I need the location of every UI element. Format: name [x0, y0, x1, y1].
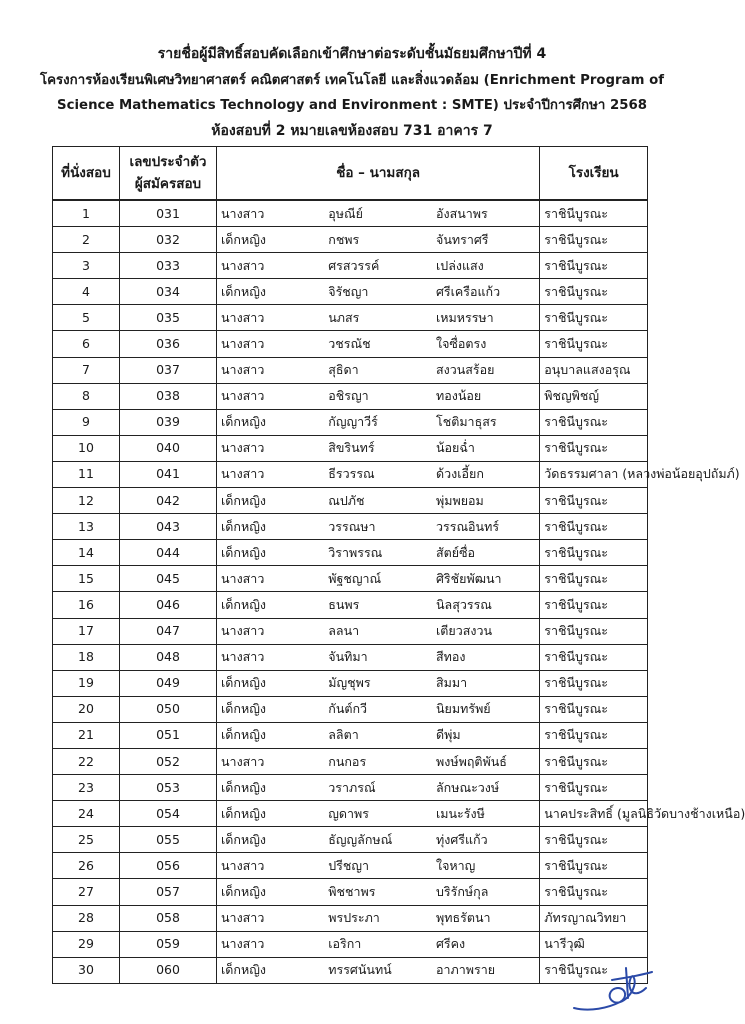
name-title-cell: เด็กหญิง	[217, 488, 325, 514]
candidate-number-cell: 046	[120, 592, 217, 618]
name-title-cell: นางสาว	[217, 853, 325, 879]
candidate-number-cell: 041	[120, 461, 217, 487]
name-title-cell: นางสาว	[217, 201, 325, 227]
last-name-cell: อังสนาพร	[432, 201, 540, 227]
last-name-cell: ทุ่งศรีแก้ว	[432, 827, 540, 853]
school-cell: ราชินีบูรณะ	[540, 957, 648, 983]
last-name-cell: เหมหรรษา	[432, 305, 540, 331]
table-row	[53, 957, 648, 983]
last-name-cell: ทองน้อย	[432, 383, 540, 409]
school-cell: ราชินีบูรณะ	[540, 592, 648, 618]
seat-cell: 10	[53, 435, 120, 461]
candidate-number-cell: 045	[120, 566, 217, 592]
candidate-number-cell: 060	[120, 957, 217, 983]
school-cell: ราชินีบูรณะ	[540, 618, 648, 644]
seat-cell: 27	[53, 879, 120, 905]
first-name-cell: ณปภัช	[324, 488, 432, 514]
candidate-number-cell: 033	[120, 253, 217, 279]
seat-cell: 11	[53, 461, 120, 487]
name-title-cell: นางสาว	[217, 618, 325, 644]
school-cell: ราชินีบูรณะ	[540, 409, 648, 435]
name-title-cell: เด็กหญิง	[217, 722, 325, 748]
candidate-number-cell: 051	[120, 722, 217, 748]
candidate-number-cell: 053	[120, 775, 217, 801]
table-row	[53, 696, 648, 722]
first-name-cell: กชพร	[324, 227, 432, 253]
table-row	[53, 905, 648, 931]
candidate-number-cell: 040	[120, 435, 217, 461]
last-name-cell: น้อยฉ่ำ	[432, 435, 540, 461]
seat-cell: 12	[53, 488, 120, 514]
exam-room-info: ห้องสอบที่ 2 หมายเลขห้องสอบ 731 อาคาร 7	[211, 122, 493, 139]
first-name-cell: ทรรศนันทน์	[324, 957, 432, 983]
name-title-cell: เด็กหญิง	[217, 227, 325, 253]
last-name-cell: โชติมาธุสร	[432, 409, 540, 435]
candidate-number-cell: 057	[120, 879, 217, 905]
first-name-cell: วิราพรรณ	[324, 540, 432, 566]
school-cell: ราชินีบูรณะ	[540, 253, 648, 279]
first-name-cell: พัฐชญาณ์	[324, 566, 432, 592]
candidate-number-cell: 050	[120, 696, 217, 722]
seat-cell: 28	[53, 905, 120, 931]
name-title-cell: เด็กหญิง	[217, 801, 325, 827]
first-name-cell: ญดาพร	[324, 801, 432, 827]
first-name-cell: อุษณีย์	[324, 201, 432, 227]
candidate-number-cell: 032	[120, 227, 217, 253]
table-row	[53, 461, 648, 487]
candidate-number-cell: 044	[120, 540, 217, 566]
column-header-number-line1: เลขประจำตัว	[129, 154, 207, 170]
table-row	[53, 592, 648, 618]
table-row	[53, 305, 648, 331]
table-row	[53, 775, 648, 801]
name-title-cell: เด็กหญิง	[217, 279, 325, 305]
candidate-number-cell: 058	[120, 905, 217, 931]
table-row	[53, 540, 648, 566]
table-row	[53, 879, 648, 905]
seat-cell: 3	[53, 253, 120, 279]
name-title-cell: เด็กหญิง	[217, 827, 325, 853]
seat-cell: 8	[53, 383, 120, 409]
school-cell: นารีวุฒิ	[540, 931, 648, 957]
first-name-cell: อชิรญา	[324, 383, 432, 409]
first-name-cell: วราภรณ์	[324, 775, 432, 801]
school-cell: พิชญพิชญ์	[540, 383, 648, 409]
school-cell: ราชินีบูรณะ	[540, 331, 648, 357]
table-row	[53, 279, 648, 305]
table-row	[53, 383, 648, 409]
school-cell: ราชินีบูรณะ	[540, 827, 648, 853]
last-name-cell: เปล่งแสง	[432, 253, 540, 279]
school-cell: ราชินีบูรณะ	[540, 201, 648, 227]
seat-cell: 6	[53, 331, 120, 357]
name-title-cell: นางสาว	[217, 253, 325, 279]
seat-cell: 21	[53, 722, 120, 748]
document-title: รายชื่อผู้มีสิทธิ์สอบคัดเลือกเข้าศึกษาต่อระดับชั้นมัธยมศึกษาปีที่ 4	[157, 46, 547, 62]
first-name-cell: มัญชุพร	[324, 670, 432, 696]
table-row	[53, 488, 648, 514]
candidate-number-cell: 035	[120, 305, 217, 331]
seat-cell: 20	[53, 696, 120, 722]
first-name-cell: กนกอร	[324, 748, 432, 774]
table-row	[53, 435, 648, 461]
last-name-cell: พุทธรัตนา	[432, 905, 540, 931]
last-name-cell: ดีพุ่ม	[432, 722, 540, 748]
seat-cell: 30	[53, 957, 120, 983]
first-name-cell: จิรัชญา	[324, 279, 432, 305]
last-name-cell: นิยมทรัพย์	[432, 696, 540, 722]
first-name-cell: กันต์กวี	[324, 696, 432, 722]
name-title-cell: นางสาว	[217, 331, 325, 357]
school-cell: ราชินีบูรณะ	[540, 227, 648, 253]
table-header-row	[53, 147, 648, 200]
school-cell: ราชินีบูรณะ	[540, 540, 648, 566]
table-row	[53, 931, 648, 957]
school-cell: ราชินีบูรณะ	[540, 279, 648, 305]
first-name-cell: วรรณษา	[324, 514, 432, 540]
table-row	[53, 201, 648, 227]
school-cell: วัดธรรมศาลา (หลวงพ่อน้อยอุปถัมภ์)	[540, 461, 648, 487]
table-row	[53, 722, 648, 748]
school-cell: ราชินีบูรณะ	[540, 305, 648, 331]
candidate-number-cell: 055	[120, 827, 217, 853]
name-title-cell: นางสาว	[217, 305, 325, 331]
candidate-number-cell: 049	[120, 670, 217, 696]
candidate-table	[52, 146, 745, 984]
seat-cell: 23	[53, 775, 120, 801]
school-cell: นาคประสิทธิ์ (มูลนิธิวัดบางช้างเหนือ)	[540, 801, 648, 827]
name-title-cell: นางสาว	[217, 931, 325, 957]
school-cell: ราชินีบูรณะ	[540, 722, 648, 748]
name-title-cell: นางสาว	[217, 357, 325, 383]
seat-cell: 29	[53, 931, 120, 957]
school-cell: อนุบาลแสงอรุณ	[540, 357, 648, 383]
candidate-number-cell: 042	[120, 488, 217, 514]
first-name-cell: วชรณัช	[324, 331, 432, 357]
column-header-seat: ที่นั่งสอบ	[53, 147, 120, 200]
column-header-number	[120, 147, 217, 200]
last-name-cell: สีทอง	[432, 644, 540, 670]
seat-cell: 19	[53, 670, 120, 696]
candidate-number-cell: 034	[120, 279, 217, 305]
column-header-name: ชื่อ – นามสกุล	[217, 147, 540, 200]
first-name-cell: ลลิตา	[324, 722, 432, 748]
school-cell: ราชินีบูรณะ	[540, 566, 648, 592]
last-name-cell: ลักษณะวงษ์	[432, 775, 540, 801]
last-name-cell: เตียวสงวน	[432, 618, 540, 644]
last-name-cell: ศรีเครือแก้ว	[432, 279, 540, 305]
name-title-cell: เด็กหญิง	[217, 540, 325, 566]
school-cell: ราชินีบูรณะ	[540, 670, 648, 696]
first-name-cell: เอริกา	[324, 931, 432, 957]
table-row	[53, 670, 648, 696]
first-name-cell: จันทิมา	[324, 644, 432, 670]
table-row	[53, 409, 648, 435]
candidate-number-cell: 043	[120, 514, 217, 540]
name-title-cell: เด็กหญิง	[217, 879, 325, 905]
seat-cell: 18	[53, 644, 120, 670]
last-name-cell: ใจหาญ	[432, 853, 540, 879]
last-name-cell: สัตย์ซื่อ	[432, 540, 540, 566]
candidate-number-cell: 059	[120, 931, 217, 957]
first-name-cell: นภสร	[324, 305, 432, 331]
name-title-cell: นางสาว	[217, 905, 325, 931]
document-header	[0, 42, 704, 144]
name-title-cell: เด็กหญิง	[217, 409, 325, 435]
candidate-number-cell: 048	[120, 644, 217, 670]
name-title-cell: นางสาว	[217, 435, 325, 461]
last-name-cell: ใจซื่อตรง	[432, 331, 540, 357]
candidate-number-cell: 052	[120, 748, 217, 774]
seat-cell: 26	[53, 853, 120, 879]
name-title-cell: เด็กหญิง	[217, 592, 325, 618]
seat-cell: 7	[53, 357, 120, 383]
table-row	[53, 253, 648, 279]
last-name-cell: สงวนสร้อย	[432, 357, 540, 383]
seat-cell: 15	[53, 566, 120, 592]
table-row	[53, 644, 648, 670]
table-row	[53, 331, 648, 357]
handwritten-signature	[568, 958, 660, 1016]
seat-cell: 9	[53, 409, 120, 435]
last-name-cell: ศรีคง	[432, 931, 540, 957]
last-name-cell: จันทราศรี	[432, 227, 540, 253]
first-name-cell: สุธิดา	[324, 357, 432, 383]
seat-cell: 14	[53, 540, 120, 566]
table-row	[53, 827, 648, 853]
table-body	[53, 201, 745, 984]
last-name-cell: พุ่มพยอม	[432, 488, 540, 514]
name-title-cell: นางสาว	[217, 748, 325, 774]
school-cell: ราชินีบูรณะ	[540, 514, 648, 540]
seat-cell: 17	[53, 618, 120, 644]
table-row	[53, 801, 648, 827]
seat-cell: 24	[53, 801, 120, 827]
seat-cell: 13	[53, 514, 120, 540]
first-name-cell: สิขรินทร์	[324, 435, 432, 461]
last-name-cell: นิลสุวรรณ	[432, 592, 540, 618]
first-name-cell: พิชชาพร	[324, 879, 432, 905]
last-name-cell: วรรณอินทร์	[432, 514, 540, 540]
table-row	[53, 514, 648, 540]
table-header	[53, 147, 648, 201]
first-name-cell: ธนพร	[324, 592, 432, 618]
seat-cell: 4	[53, 279, 120, 305]
first-name-cell: พรประภา	[324, 905, 432, 931]
seat-cell: 5	[53, 305, 120, 331]
last-name-cell: สิมมา	[432, 670, 540, 696]
candidate-number-cell: 047	[120, 618, 217, 644]
last-name-cell: บริรักษ์กุล	[432, 879, 540, 905]
candidate-number-cell: 056	[120, 853, 217, 879]
last-name-cell: พงษ์พฤติพันธ์	[432, 748, 540, 774]
last-name-cell: อาภาพราย	[432, 957, 540, 983]
candidate-number-cell: 037	[120, 357, 217, 383]
name-title-cell: เด็กหญิง	[217, 670, 325, 696]
candidate-number-cell: 038	[120, 383, 217, 409]
program-name-continued: Science Mathematics Technology and Environment : SMTE) ประจำปีการศึกษา 2568	[57, 98, 647, 113]
name-title-cell: เด็กหญิง	[217, 514, 325, 540]
first-name-cell: ธัญญลักษณ์	[324, 827, 432, 853]
name-title-cell: เด็กหญิง	[217, 957, 325, 983]
last-name-cell: ด้วงเอี้ยก	[432, 461, 540, 487]
school-cell: ราชินีบูรณะ	[540, 853, 648, 879]
first-name-cell: ศรสวรรค์	[324, 253, 432, 279]
school-cell: ราชินีบูรณะ	[540, 748, 648, 774]
name-title-cell: นางสาว	[217, 383, 325, 409]
name-title-cell: เด็กหญิง	[217, 696, 325, 722]
name-title-cell: เด็กหญิง	[217, 775, 325, 801]
first-name-cell: ปรีชญา	[324, 853, 432, 879]
last-name-cell: เมนะรังษี	[432, 801, 540, 827]
table-row	[53, 357, 648, 383]
school-cell: ภัทรญาณวิทยา	[540, 905, 648, 931]
seat-cell: 2	[53, 227, 120, 253]
column-header-number-line2: ผู้สมัครสอบ	[134, 176, 202, 192]
name-title-cell: นางสาว	[217, 461, 325, 487]
seat-cell: 1	[53, 201, 120, 227]
table-row	[53, 566, 648, 592]
first-name-cell: ลลนา	[324, 618, 432, 644]
school-cell: ราชินีบูรณะ	[540, 696, 648, 722]
seat-cell: 22	[53, 748, 120, 774]
school-cell: ราชินีบูรณะ	[540, 775, 648, 801]
program-name: โครงการห้องเรียนพิเศษวิทยาศาสตร์ คณิตศาสตร์ เทคโนโลยี และสิ่งแวดล้อม (Enrichment Program of	[40, 72, 664, 88]
candidate-number-cell: 036	[120, 331, 217, 357]
table-row	[53, 853, 648, 879]
name-title-cell: นางสาว	[217, 566, 325, 592]
column-header-school: โรงเรียน	[540, 147, 648, 200]
seat-cell: 16	[53, 592, 120, 618]
table-row	[53, 227, 648, 253]
candidate-number-cell: 039	[120, 409, 217, 435]
first-name-cell: ธีรวรรณ	[324, 461, 432, 487]
table-row	[53, 748, 648, 774]
school-cell: ราชินีบูรณะ	[540, 879, 648, 905]
first-name-cell: กัญญาวีร์	[324, 409, 432, 435]
candidate-number-cell: 054	[120, 801, 217, 827]
table-row	[53, 618, 648, 644]
seat-cell: 25	[53, 827, 120, 853]
school-cell: ราชินีบูรณะ	[540, 488, 648, 514]
school-cell: ราชินีบูรณะ	[540, 644, 648, 670]
candidate-number-cell: 031	[120, 201, 217, 227]
name-title-cell: นางสาว	[217, 644, 325, 670]
last-name-cell: ศิริชัยพัฒนา	[432, 566, 540, 592]
school-cell: ราชินีบูรณะ	[540, 435, 648, 461]
